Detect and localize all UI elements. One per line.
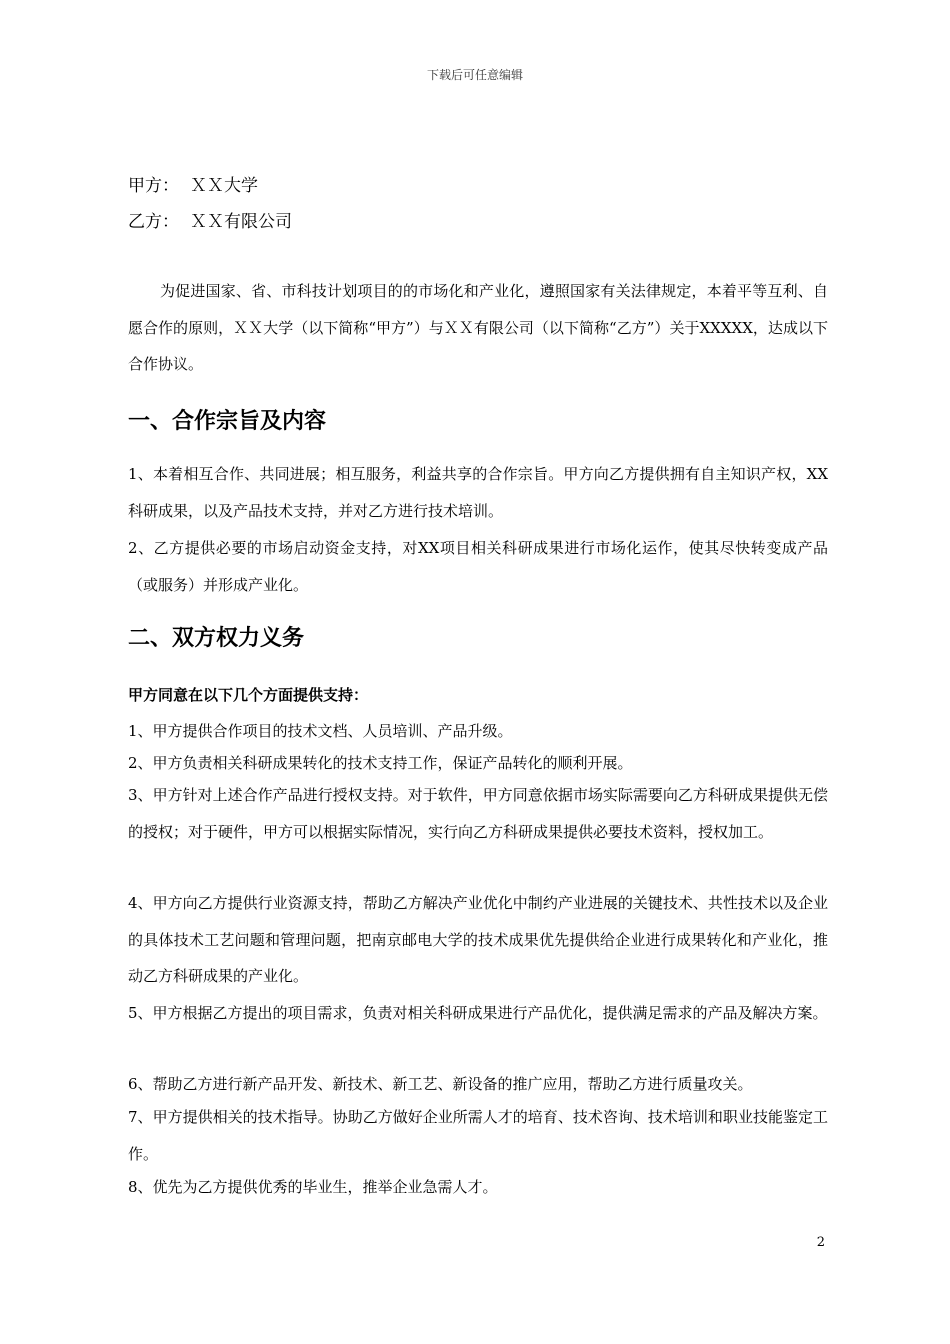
section2-subtitle: 甲方同意在以下几个方面提供支持： bbox=[128, 686, 369, 704]
section2-item-8: 8、优先为乙方提供优秀的毕业生，推举企业急需人才。 bbox=[128, 1178, 498, 1196]
section2-title: 二、双方权力义务 bbox=[128, 626, 305, 651]
section2-item-4: 4、甲方向乙方提供行业资源支持，帮助乙方解决产业优化中制约产业进展的关键技术、共性技术以及企业的具体技术工艺问题和管理问题，把南京邮电大学的技术成果优先提供给企业进行成果转化和产业化，推动乙方科研成果的产业化。 bbox=[128, 894, 828, 985]
party-b-label: 乙方： bbox=[128, 212, 179, 232]
party-a bbox=[128, 174, 258, 198]
section2-item-3: 3、甲方针对上述合作产品进行授权支持。对于软件，甲方同意依据市场实际需要向乙方科研成果提供无偿的授权；对于硬件，甲方可以根据实际情况，实行向乙方科研成果提供必要技术资料，授权加工。 bbox=[128, 786, 828, 841]
section2-item-2: 2、甲方负责相关科研成果转化的技术支持工作，保证产品转化的顺利开展。 bbox=[128, 754, 633, 772]
party-a-name: ＸＸ大学 bbox=[190, 176, 258, 196]
section2-item-6: 6、帮助乙方进行新产品开发、新技术、新工艺、新设备的推广应用，帮助乙方进行质量攻关。 bbox=[128, 1075, 753, 1093]
section1-title: 一、合作宗旨及内容 bbox=[128, 409, 327, 434]
party-b-name: ＸＸ有限公司 bbox=[190, 212, 292, 232]
party-a-label: 甲方： bbox=[128, 176, 179, 196]
page-number: 2 bbox=[816, 1235, 825, 1250]
section1-item-1: 1、本着相互合作、共同进展；相互服务，利益共享的合作宗旨。甲方向乙方提供拥有自主知识产权，XX科研成果，以及产品技术支持，并对乙方进行技术培训。 bbox=[128, 465, 828, 520]
section2-item-5: 5、甲方根据乙方提出的项目需求，负责对相关科研成果进行产品优化，提供满足需求的产品及解决方案。 bbox=[128, 1004, 828, 1022]
section2-item-7: 7、甲方提供相关的技术指导。协助乙方做好企业所需人才的培育、技术咨询、技术培训和职业技能鉴定工作。 bbox=[128, 1108, 828, 1163]
intro-paragraph: 为促进国家、省、市科技计划项目的的市场化和产业化，遵照国家有关法律规定，本着平等互利、自愿合作的原则，ＸＸ大学（以下简称“甲方”）与ＸＸ有限公司（以下简称“乙方”）关于XXXXX，达成以下合作协议。 bbox=[128, 282, 828, 373]
section2-item-1: 1、甲方提供合作项目的技术文档、人员培训、产品升级。 bbox=[128, 722, 513, 740]
header-note: 下载后可任意编辑 bbox=[426, 68, 523, 82]
section1-item-2: 2、乙方提供必要的市场启动资金支持，对XX项目相关科研成果进行市场化运作，使其尽快转变成产品（或服务）并形成产业化。 bbox=[128, 539, 828, 594]
party-b bbox=[128, 210, 292, 234]
